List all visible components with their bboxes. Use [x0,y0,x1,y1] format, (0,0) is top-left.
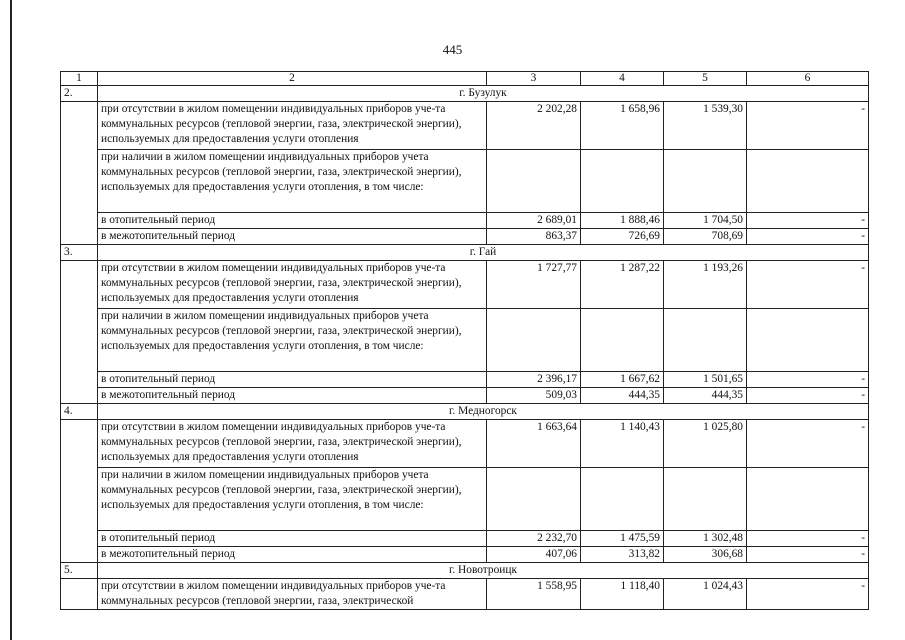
value-col3: 509,03 [487,388,581,404]
value-col3: 863,37 [487,229,581,245]
heating-period-row [61,531,869,547]
value-col4: 444,35 [581,388,664,404]
header-cell: 2 [98,72,487,86]
value-col3: 407,06 [487,547,581,563]
value-col3-empty [487,150,581,213]
page-number: 445 [442,42,463,57]
value-col5: 708,69 [664,229,747,245]
value-col5: 306,68 [664,547,747,563]
header-cell: 5 [664,72,747,86]
row-description: при отсутствии в жилом помещении индивидуальных приборов уче-та коммунальных ресурсов (тепловой энергии, газа, электрической энергии), используемых для предоставления услуги отопления [98,102,487,150]
value-col4: 726,69 [581,229,664,245]
value-col4: 1 667,62 [581,372,664,388]
tariff-row-without-meters [61,102,869,150]
row-description: при наличии в жилом помещении индивидуальных приборов учета коммунальных ресурсов (тепловой энергии, газа, электрической энергии), используемых для предоставления услуги отопления, в том числе: [98,309,487,372]
value-col3: 2 396,17 [487,372,581,388]
row-description: при отсутствии в жилом помещении индивидуальных приборов уче-та коммунальных ресурсов (тепловой энергии, газа, электрической энергии), используемых для предоставления услуги отопления [98,420,487,468]
period-label: в межотопительный период [98,229,487,245]
value-col4-empty [581,150,664,213]
section-blank [61,579,98,610]
value-col6-empty [747,150,869,213]
value-col4: 1 475,59 [581,531,664,547]
value-col5: 1 024,43 [664,579,747,610]
tariff-row-without-meters [61,579,869,610]
header-cell: 1 [61,72,98,86]
tariff-row-without-meters [61,261,869,309]
value-col3: 1 727,77 [487,261,581,309]
value-col4-empty [581,468,664,531]
value-col6: - [747,531,869,547]
value-col5: 1 025,80 [664,420,747,468]
city-name: г. Бузулук [98,86,869,102]
city-name: г. Гай [98,245,869,261]
value-col5: 1 539,30 [664,102,747,150]
value-col3: 2 202,28 [487,102,581,150]
row-description: при наличии в жилом помещении индивидуальных приборов учета коммунальных ресурсов (тепловой энергии, газа, электрической энергии), используемых для предоставления услуги отопления, в том числе: [98,468,487,531]
value-col6: - [747,420,869,468]
row-description: при отсутствии в жилом помещении индивидуальных приборов уче-та коммунальных ресурсов (тепловой энергии, газа, электрической энергии), используемых для предоставления услуги отопления [98,261,487,309]
heating-period-row [61,213,869,229]
period-label: в отопительный период [98,372,487,388]
value-col5: 1 302,48 [664,531,747,547]
value-col4-empty [581,309,664,372]
period-label: в отопительный период [98,213,487,229]
value-col6: - [747,579,869,610]
value-col3: 1 663,64 [487,420,581,468]
non-heating-period-row [61,547,869,563]
value-col6: - [747,372,869,388]
section-blank [61,102,98,245]
value-col5: 1 501,65 [664,372,747,388]
value-col6: - [747,547,869,563]
city-name: г. Медногорск [98,404,869,420]
value-col3-empty [487,309,581,372]
section-blank [61,420,98,563]
section-number: 5. [61,563,98,579]
section-number: 4. [61,404,98,420]
value-col6-empty [747,309,869,372]
value-col6: - [747,229,869,245]
value-col5: 1 704,50 [664,213,747,229]
heating-period-row [61,372,869,388]
value-col6-empty [747,468,869,531]
value-col3: 1 558,95 [487,579,581,610]
period-label: в межотопительный период [98,388,487,404]
row-description: при наличии в жилом помещении индивидуальных приборов учета коммунальных ресурсов (тепловой энергии, газа, электрической энергии), используемых для предоставления услуги отопления, в том числе: [98,150,487,213]
non-heating-period-row [61,229,869,245]
header-cell: 6 [747,72,869,86]
header-row [61,72,869,86]
value-col4: 1 888,46 [581,213,664,229]
tariff-table [60,71,869,610]
row-description: при отсутствии в жилом помещении индивидуальных приборов уче-та коммунальных ресурсов (тепловой энергии, газа, электрической [98,579,487,610]
value-col3-empty [487,468,581,531]
city-row [61,86,869,102]
tariff-row-without-meters [61,420,869,468]
city-row [61,245,869,261]
value-col4: 1 118,40 [581,579,664,610]
value-col6: - [747,261,869,309]
value-col4: 1 287,22 [581,261,664,309]
value-col5: 1 193,26 [664,261,747,309]
value-col5-empty [664,150,747,213]
section-number: 2. [61,86,98,102]
tariff-row-with-meters [61,150,869,213]
city-row [61,404,869,420]
period-label: в отопительный период [98,531,487,547]
value-col6: - [747,102,869,150]
value-col5-empty [664,309,747,372]
section-blank [61,261,98,404]
value-col5: 444,35 [664,388,747,404]
value-col3: 2 232,70 [487,531,581,547]
city-row [61,563,869,579]
value-col4: 1 658,96 [581,102,664,150]
header-cell: 3 [487,72,581,86]
value-col4: 1 140,43 [581,420,664,468]
value-col4: 313,82 [581,547,664,563]
non-heating-period-row [61,388,869,404]
section-number: 3. [61,245,98,261]
page-edge-line [10,0,12,640]
city-name: г. Новотроицк [98,563,869,579]
value-col6: - [747,213,869,229]
header-cell: 4 [581,72,664,86]
period-label: в межотопительный период [98,547,487,563]
tariff-row-with-meters [61,468,869,531]
value-col3: 2 689,01 [487,213,581,229]
value-col5-empty [664,468,747,531]
tariff-row-with-meters [61,309,869,372]
value-col6: - [747,388,869,404]
